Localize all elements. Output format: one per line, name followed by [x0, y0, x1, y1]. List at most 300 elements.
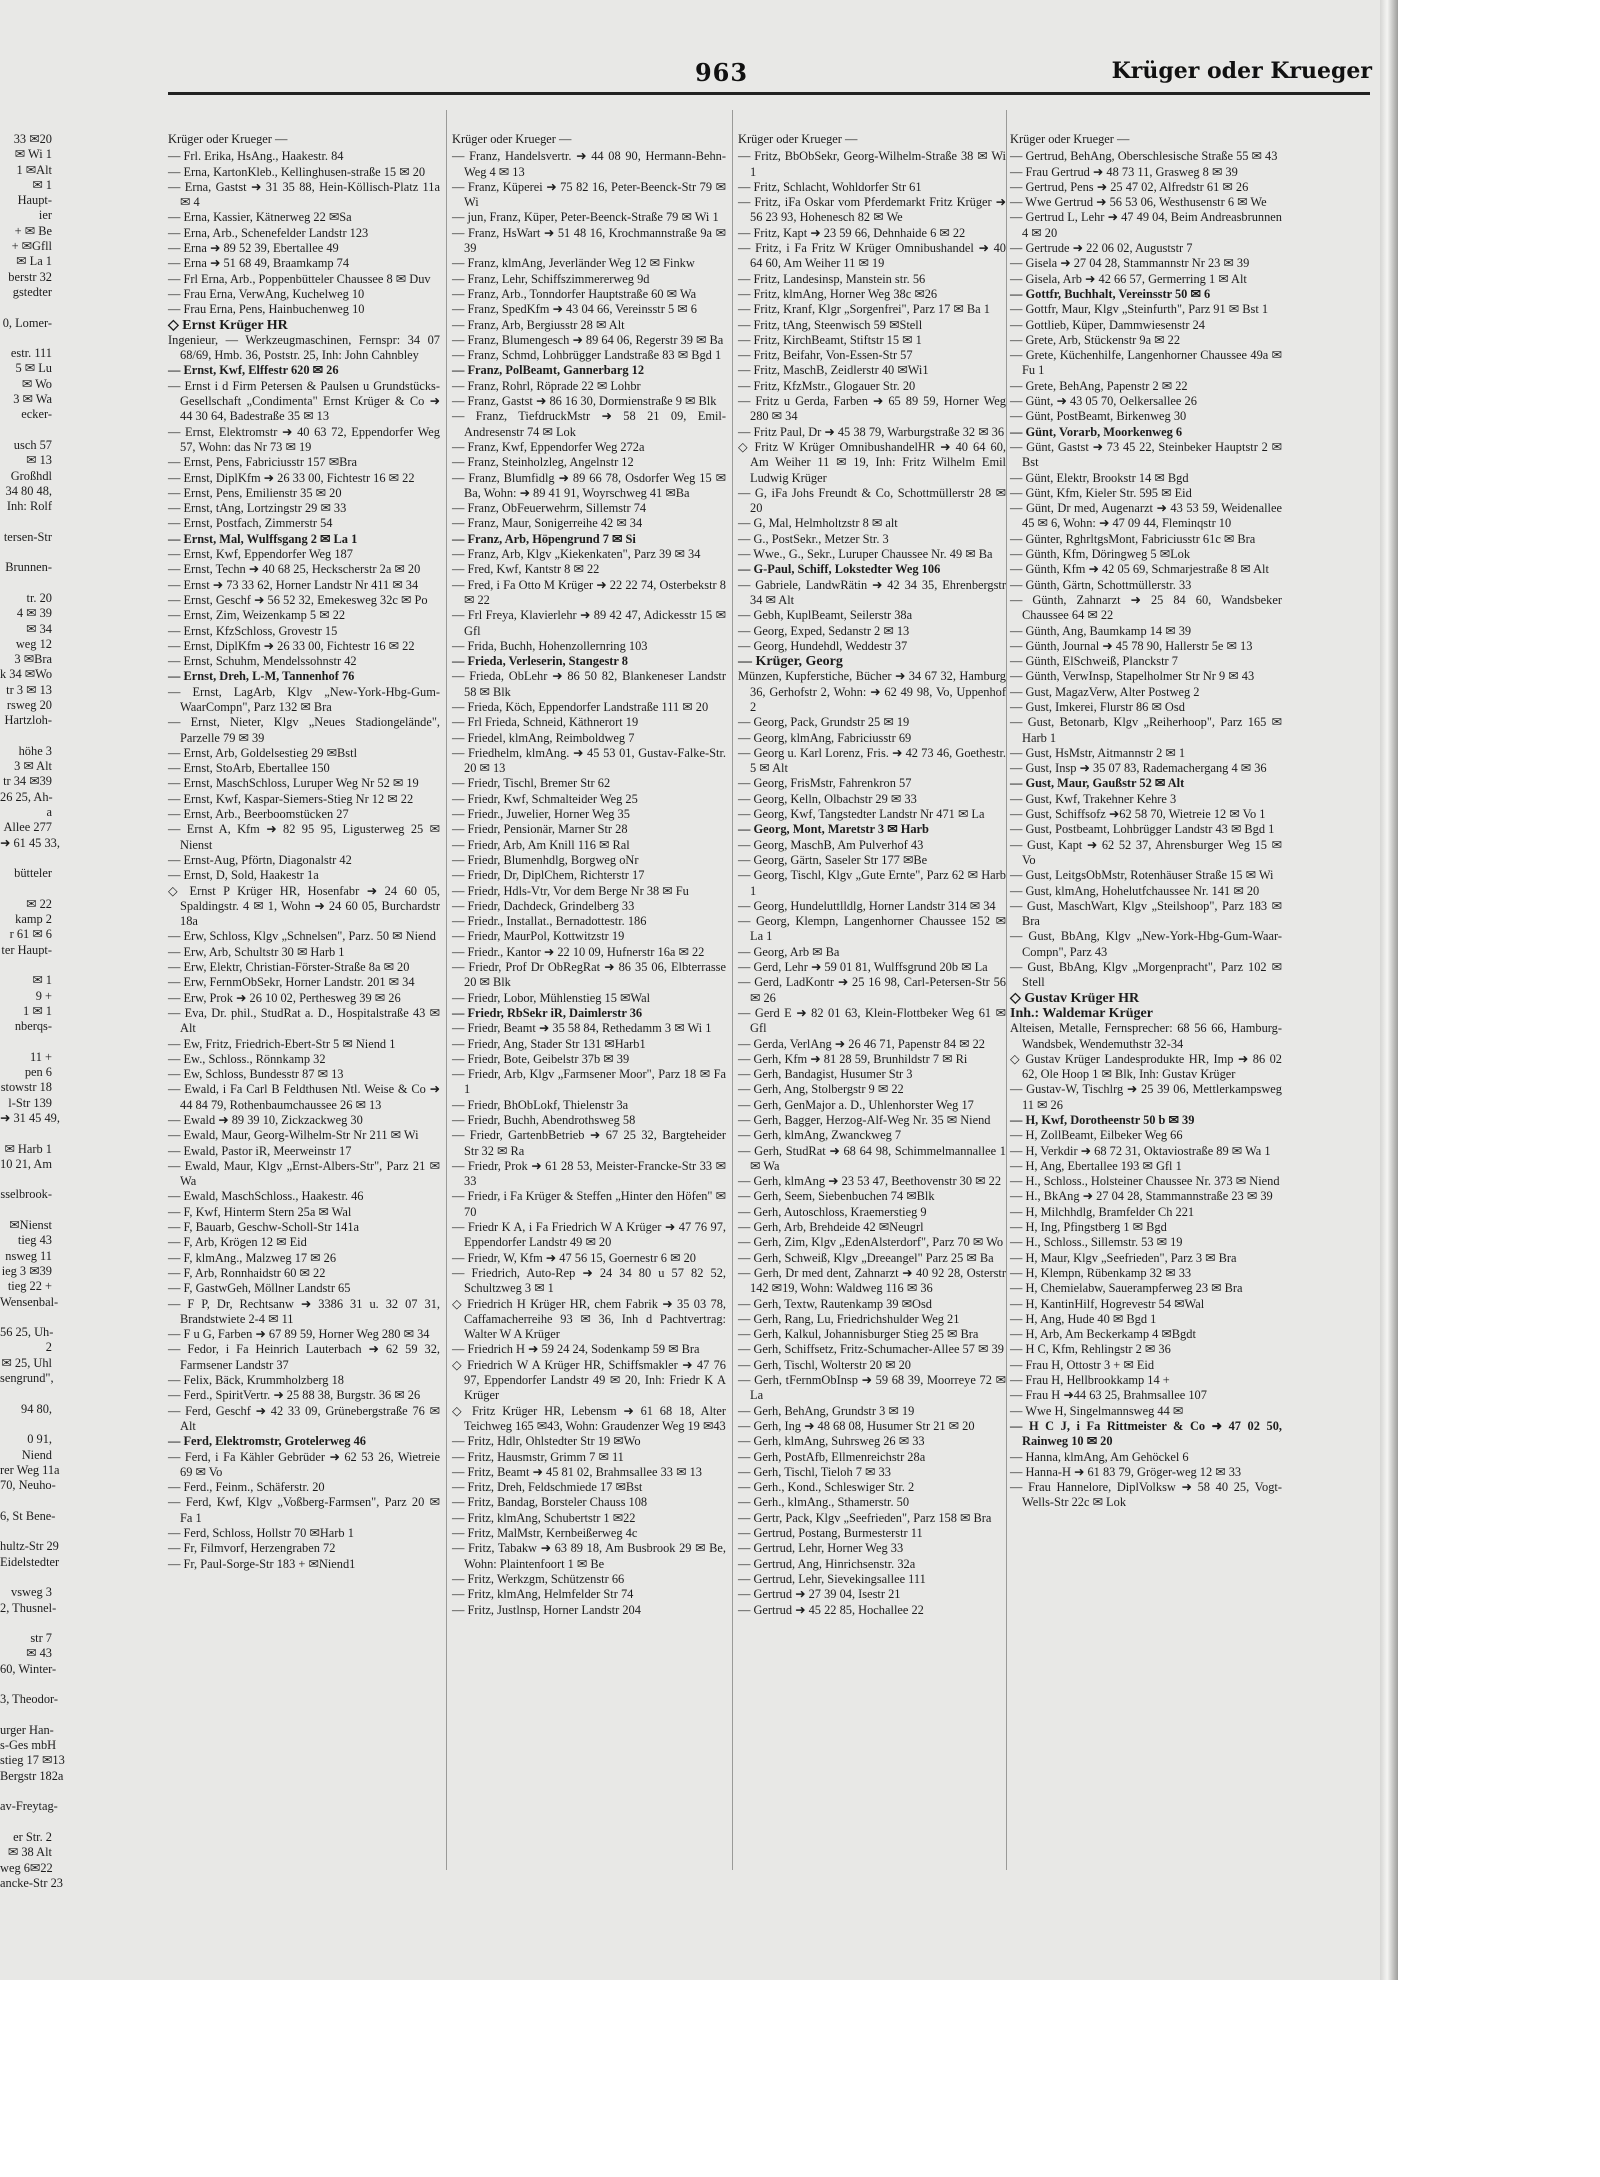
- fragment-line: tieg 22 +: [7, 1279, 52, 1294]
- directory-entry: — Ernst, tAng, Lortzingstr 29 ✉ 33: [168, 501, 347, 516]
- directory-entry: — Ernst, StoArb, Ebertallee 150: [168, 761, 330, 776]
- directory-entry: — H, Ang, Ebertallee 193 ✉ Gfl 1: [1010, 1158, 1182, 1173]
- fragment-line: [0, 851, 52, 866]
- directory-entry: — Fritz, klmAng, Horner Weg 38c ✉26: [738, 286, 938, 301]
- directory-entry: — Franz, TiefdruckMstr ➜ 58 21 09, Emil-Andresenstr 74 ✉ Lok: [452, 409, 726, 439]
- directory-entry: — Ernst, KfzSchloss, Grovestr 15: [168, 623, 338, 638]
- directory-entry: Münzen, Kupferstiche, Bücher ➜ 34 67 32, Hamburg 36, Gerhofstr 2, Wohn: ➜ 62 49 98, Vo, Uppenhof 2: [738, 669, 1006, 714]
- directory-entry: — H, Arb, Am Beckerkamp 4 ✉Bgdt: [1010, 1327, 1196, 1342]
- fragment-line: [0, 1035, 52, 1050]
- directory-entry: — Günth, Kfm ➜ 42 05 69, Schmarjestraße 8 ✉ Alt: [1010, 562, 1269, 577]
- directory-entry: — Friedr, Arb, Am Knill 116 ✉ Ral: [452, 837, 630, 852]
- directory-entry: — Fritz, klmAng, Helmfelder Str 74: [452, 1587, 634, 1602]
- directory-entry: — Ernst, Nieter, Klgv „Neues Stadiongelände", Parzelle 79 ✉ 39: [168, 715, 440, 745]
- directory-entry: — Friedr, Dr, DiplChem, Richterstr 17: [452, 868, 645, 883]
- column-heading: Krüger oder Krueger —: [738, 132, 858, 146]
- fragment-line: ier: [38, 208, 52, 223]
- directory-entry: — Friedr K A, i Fa Friedrich W A Krüger ➜ 47 76 97, Eppendorfer Landstr 49 ✉ 20: [452, 1220, 726, 1250]
- directory-entry: — Gerh., Kond., Schleswiger Str. 2: [738, 1480, 915, 1495]
- directory-entry: — Gust, Kapt ➜ 62 52 37, Ahrensburger Weg 15 ✉ Vo: [1010, 837, 1282, 867]
- directory-entry: — Georg, Arb ✉ Ba: [738, 944, 840, 959]
- directory-entry: — Franz, Rohrl, Röprade 22 ✉ Lohbr: [452, 378, 641, 393]
- directory-entry: — Gottfr, Buchhalt, Vereinsstr 50 ✉ 6: [1010, 286, 1211, 301]
- directory-entry: — Ernst, Arb., Beerboomstücken 27: [168, 807, 349, 822]
- directory-entry: — Gerh, Autoschloss, Kraemerstieg 9: [738, 1204, 927, 1219]
- directory-entry: — H, ZollBeamt, Eilbeker Weg 66: [1010, 1128, 1183, 1143]
- column-heading: Krüger oder Krueger —: [452, 132, 572, 146]
- directory-entry: — Fritz, MaschB, Zeidlerstr 40 ✉Wi1: [738, 363, 929, 378]
- directory-entry: ◇ Friedrich W A Krüger HR, Schiffsmakler ➜ 47 76 97, Eppendorfer Landstr 49 ✉ 20, Inh: Friedr K A Krüger: [452, 1357, 726, 1403]
- directory-entry: — H, Chemielabw, Sauerampferweg 23 ✉ Bra: [1010, 1281, 1243, 1296]
- fragment-line: ➜ 31 45 49,: [0, 1111, 60, 1125]
- directory-entry: — Gerh, Zim, Klgv „EdenAlsterdorf", Parz 70 ✉ Wo: [738, 1235, 1004, 1250]
- directory-entry: — Gerh, Tischl, Wolterstr 20 ✉ 20: [738, 1357, 911, 1372]
- directory-entry: — Ernst, LagArb, Klgv „New-York-Hbg-Gum-WaarCompn", Parz 132 ✉ Bra: [168, 684, 440, 714]
- directory-entry: — Ernst, Geschf ➜ 56 52 32, Emekesweg 32c ✉ Po: [168, 592, 428, 607]
- directory-entry: — Gust, BbAng, Klgv „Morgenpracht", Parz 102 ✉ Stell: [1010, 960, 1282, 990]
- fragment-line: ✉ 25, Uhl: [1, 1355, 52, 1370]
- fragment-line: 60, Winter-: [0, 1661, 57, 1676]
- directory-entry: — Fritz, i Fa Fritz W Krüger Omnibushandel ➜ 40 64 60, Am Weiher 11 ✉ 19: [738, 241, 1006, 271]
- directory-entry: — Gerh., klmAng., Sthamerstr. 50: [738, 1495, 910, 1510]
- directory-entry: — Ernst-Aug, Pförtn, Diagonalstr 42: [168, 852, 352, 867]
- fragment-line: ➜ 61 45 33,: [0, 835, 60, 850]
- directory-entry: — Hanna-H ➜ 61 83 79, Gröger-weg 12 ✉ 33: [1010, 1464, 1242, 1479]
- directory-entry: — H, Kwf, Dorotheenstr 50 b ✉ 39: [1010, 1113, 1195, 1127]
- fragment-line: ancke-Str 23: [0, 1875, 63, 1890]
- directory-entry: — Erna, Kassier, Kätnerweg 22 ✉Sa: [168, 210, 352, 225]
- directory-entry: — Fritz, Justlnsp, Horner Landstr 204: [452, 1602, 641, 1617]
- directory-entry: — Ewald, Pastor iR, Meerweinstr 17: [168, 1143, 352, 1158]
- fragment-line: [0, 1570, 52, 1585]
- directory-entry: — Friedel, klmAng, Reimboldweg 7: [452, 730, 635, 745]
- directory-entry: — Fedor, i Fa Heinrich Lauterbach ➜ 62 59 32, Farmsener Landstr 37: [168, 1342, 440, 1372]
- directory-entry: — Gerd E ➜ 82 01 63, Klein-Flottbeker Weg 61 ✉ Gfl: [738, 1005, 1006, 1036]
- directory-entry: — Frau Hannelore, DiplVolksw ➜ 58 40 25, Vogt-Wells-Str 22c ✉ Lok: [1010, 1480, 1282, 1510]
- directory-entry: — Franz, Lehr, Schiffszimmererweg 9d: [452, 271, 650, 286]
- directory-entry: — Frl. Erika, HsAng., Haakestr. 84: [168, 149, 344, 164]
- directory-entry: — Friedr, RbSekr iR, Daimlerstr 36: [452, 1005, 643, 1020]
- directory-entry: — Friedr., Installat., Bernadottestr. 186: [452, 914, 647, 929]
- directory-entry: — Fritz, Dreh, Feldschmiede 17 ✉Bst: [452, 1480, 643, 1495]
- directory-entry: — Günt, Vorarb, Moorkenweg 6: [1010, 424, 1183, 439]
- directory-entry: — Fritz, Werkzgm, Schützenstr 66: [452, 1571, 625, 1586]
- directory-entry: — Gerh, Textw, Rautenkamp 39 ✉Osd: [738, 1296, 932, 1311]
- directory-entry: — Frida, Buchh, Hohenzollernring 103: [452, 638, 648, 653]
- fragment-line: 10 21, Am: [0, 1156, 52, 1171]
- fragment-line: [0, 729, 52, 744]
- column-2: [452, 132, 726, 1862]
- fragment-line: sselbrook-: [0, 1187, 52, 1202]
- directory-entry: — Gertrud, Postang, Burmesterstr 11: [738, 1526, 923, 1541]
- fragment-line: 1 ✉Alt: [16, 162, 52, 177]
- fragment-line: pen 6: [24, 1065, 52, 1080]
- directory-entry: — Fritz, Tabakw ➜ 63 89 18, Am Busbrook 29 ✉ Be, Wohn: Plaintenfoort 1 ✉ Be: [452, 1541, 726, 1571]
- fragment-line: kamp 2: [15, 912, 52, 927]
- directory-entry: — Gerh, klmAng, Zwanckweg 7: [738, 1128, 902, 1143]
- fragment-line: [0, 300, 52, 315]
- fragment-line: ✉Nienst: [9, 1218, 52, 1233]
- directory-entry: — Fritz, KfzMstr., Glogauer Str. 20: [738, 378, 916, 393]
- fragment-line: tersen-Str: [3, 529, 52, 544]
- directory-entry: — Gerd, LadKontr ➜ 25 16 98, Carl-Petersen-Str 56 ✉ 26: [738, 975, 1006, 1005]
- fragment-line: urger Han-: [0, 1722, 54, 1737]
- fragment-line: rsweg 20: [6, 697, 52, 712]
- column-divider: [1006, 110, 1007, 1870]
- directory-entry: — Friedrich H ➜ 59 24 24, Sodenkamp 59 ✉ Bra: [452, 1342, 700, 1357]
- directory-entry: — Wwe H, Singelmannsweg 44 ✉: [1010, 1403, 1184, 1418]
- directory-entry: — Gerh, Bagger, Herzog-Alf-Weg Nr. 35 ✉ Niend: [738, 1113, 991, 1127]
- directory-entry: — Ewald, Maur, Klgv „Ernst-Albers-Str", Parz 21 ✉ Wa: [168, 1158, 440, 1189]
- directory-entry: — Günth, Kfm, Döringweg 5 ✉Lok: [1010, 547, 1191, 562]
- directory-entry: — Fritz, Schlacht, Wohldorfer Str 61: [738, 179, 922, 194]
- directory-entry: — Ernst, DiplKfm ➜ 26 33 00, Fichtestr 16 ✉ 22: [168, 470, 415, 485]
- directory-entry: — Gust, klmAng, Hohelutfchaussee Nr. 141 ✉ 20: [1010, 883, 1260, 898]
- fragment-line: Inh: Rolf: [6, 499, 52, 514]
- directory-entry: — Gerh, StudRat ➜ 68 64 98, Schimmelmannallee 1 ✉ Wa: [738, 1143, 1006, 1173]
- directory-entry: — Franz, ObFeuerwehrm, Sillemstr 74: [452, 501, 647, 516]
- page-edge-shadow: [1380, 0, 1398, 1980]
- directory-entry: Inh.: Waldemar Krüger: [1010, 1005, 1153, 1021]
- directory-entry: — H, Maur, Klgv „Seefrieden", Parz 3 ✉ Bra: [1010, 1250, 1237, 1265]
- fragment-line: usch 57: [13, 437, 52, 452]
- directory-entry: — Gabriele, LandwRätin ➜ 42 34 35, Ehrenbergstr 34 ✉ Alt: [738, 577, 1006, 607]
- directory-entry: — Ernst, Arb, Goldelsestieg 29 ✉Bstl: [168, 745, 358, 760]
- directory-entry: — Ernst, Pens, Fabriciusstr 157 ✉Bra: [168, 455, 357, 470]
- fragment-line: [0, 882, 52, 897]
- fragment-line: 26 25, Ah-: [0, 789, 53, 804]
- directory-entry: — Georg, Pack, Grundstr 25 ✉ 19: [738, 715, 910, 730]
- fragment-line: 9 +: [35, 988, 52, 1003]
- fragment-line: Hartzloh-: [4, 713, 52, 728]
- fragment-line: [0, 1417, 52, 1432]
- directory-entry: — H, Verkdir ➜ 68 72 31, Oktaviostraße 89 ✉ Wa 1: [1010, 1143, 1271, 1158]
- directory-entry: — Gust, Maur, Gaußstr 52 ✉ Alt: [1010, 776, 1185, 791]
- directory-entry: — H, Milchhdlg, Bramfelder Ch 221: [1010, 1204, 1195, 1219]
- directory-entry: — Gerh, Kalkul, Johannisburger Stieg 25 ✉ Bra: [738, 1327, 979, 1342]
- directory-entry: — Franz, Maur, Sonigerreihe 42 ✉ 34: [452, 516, 643, 531]
- directory-entry: — Gerh, Dr med dent, Zahnarzt ➜ 40 92 28, Osterstr 142 ✉19, Wohn: Waldweg 116 ✉ 36: [738, 1265, 1006, 1296]
- directory-entry: — Ewald, MaschSchloss., Haakestr. 46: [168, 1189, 364, 1204]
- directory-entry: — Friedr, Pensionär, Marner Str 28: [452, 822, 628, 837]
- directory-entry: — Ernst, Zim, Weizenkamp 5 ✉ 22: [168, 608, 346, 623]
- header-rule: [168, 92, 1370, 95]
- directory-entry: — Frl Frieda, Schneid, Käthnerort 19: [452, 715, 639, 730]
- fragment-line: [0, 545, 52, 560]
- directory-entry: — Ernst, Elektromstr ➜ 40 63 72, Eppendorfer Weg 57, Wohn: das Nr 73 ✉ 19: [168, 424, 440, 454]
- fragment-line: ✉ La 1: [16, 254, 52, 269]
- fragment-line: 1 ✉ 1: [23, 1003, 52, 1018]
- directory-entry: — H, Ing, Pfingstberg 1 ✉ Bgd: [1010, 1220, 1167, 1235]
- fragment-line: vsweg 3: [11, 1585, 52, 1600]
- directory-entry: — Friedr, Blumenhdlg, Borgweg oNr: [452, 852, 639, 867]
- directory-entry: — Günth, Ang, Baumkamp 14 ✉ 39: [1010, 623, 1192, 638]
- fragment-line: [0, 1386, 52, 1401]
- directory-entry: — Gertrud, Ang, Hinrichsenstr. 32a: [738, 1556, 916, 1571]
- directory-entry: — Fritz, MalMstr, Kernbeißerweg 4c: [452, 1526, 638, 1541]
- directory-entry: — Gebh, KuplBeamt, Seilerstr 38a: [738, 608, 913, 623]
- fragment-line: [0, 1616, 52, 1631]
- directory-entry: — Georg u. Karl Lorenz, Fris. ➜ 42 73 46, Goethestr. 5 ✉ Alt: [738, 745, 1006, 776]
- directory-entry: — Gerh, Seem, Siebenbuchen 74 ✉Blk: [738, 1189, 935, 1204]
- directory-entry: — Frau H, Ottostr 3 + ✉ Eid: [1010, 1357, 1155, 1372]
- directory-entry: — Friedr, W, Kfm ➜ 47 56 15, Goernestr 6 ✉ 20: [452, 1250, 696, 1265]
- directory-entry: — Gertr, Pack, Klgv „Seefrieden", Parz 158 ✉ Bra: [738, 1510, 992, 1525]
- directory-entry: — H C J, i Fa Rittmeister & Co ➜ 47 02 50, Rainweg 10 ✉ 20: [1010, 1418, 1282, 1449]
- directory-entry: — Ernst ➜ 73 33 62, Horner Landstr Nr 411 ✉ 34: [168, 577, 419, 592]
- directory-entry: — Fritz, Beamt ➜ 45 81 02, Brahmsallee 33 ✉ 13: [452, 1464, 702, 1479]
- directory-entry: — Gerh, Bandagist, Husumer Str 3: [738, 1067, 913, 1082]
- fragment-line: 33 ✉20: [13, 132, 52, 146]
- directory-entry: — Friedr, Buchh, Abendrothsweg 58: [452, 1113, 636, 1127]
- directory-entry: — Friedr, BhObLokf, Thielenstr 3a: [452, 1097, 629, 1112]
- directory-entry: — H C, Kfm, Rehlingstr 2 ✉ 36: [1010, 1342, 1171, 1357]
- directory-entry: — Günth, ElSchweiß, Planckstr 7: [1010, 654, 1178, 669]
- fragment-line: stowstr 18: [0, 1080, 52, 1095]
- column-3: [738, 132, 1006, 1862]
- directory-entry: — Georg, Kwf, Tangstedter Landstr Nr 471 ✉ La: [738, 807, 985, 822]
- directory-entry: — Fritz, Hdlr, Ohlstedter Str 19 ✉Wo: [452, 1434, 641, 1449]
- directory-entry: — Gerh, Schweiß, Klgv „Dreeangel" Parz 25 ✉ Ba: [738, 1250, 994, 1265]
- fragment-line: str 7: [30, 1631, 52, 1646]
- directory-entry: — Günt, Gastst ➜ 73 45 22, Steinbeker Hauptstr 2 ✉ Bst: [1010, 439, 1282, 470]
- fragment-line: ter Haupt-: [1, 942, 52, 957]
- directory-entry: — Ewald, Maur, Georg-Wilhelm-Str Nr 211 ✉ Wi: [168, 1128, 419, 1143]
- directory-entry: — Ernst, MaschSchloss, Luruper Weg Nr 52 ✉ 19: [168, 776, 419, 791]
- directory-entry: — Ernst, D, Sold, Haakestr 1a: [168, 868, 319, 883]
- directory-entry: — Gerh, Tischl, Tieloh 7 ✉ 33: [738, 1464, 891, 1479]
- fragment-line: weg 12: [15, 636, 52, 651]
- directory-entry: — H, Klempn, Rübenkamp 32 ✉ 33: [1010, 1265, 1192, 1280]
- directory-entry: — Franz, Blumengesch ➜ 89 64 06, Regerstr 39 ✉ Ba: [452, 332, 724, 347]
- fragment-line: k 34 ✉Wo: [0, 667, 53, 682]
- directory-entry: — H., Schloss., Holsteiner Chaussee Nr. 373 ✉ Niend: [1010, 1174, 1280, 1189]
- directory-entry: — Ferd, Geschf ➜ 42 33 09, Grünebergstraße 76 ✉ Alt: [168, 1403, 440, 1433]
- directory-entry: — Fritz, Bandag, Borsteler Chauss 108: [452, 1495, 648, 1510]
- directory-entry: — Gerh, GenMajor a. D., Uhlenhorster Weg 17: [738, 1097, 974, 1112]
- directory-entry: — Franz, HsWart ➜ 51 48 16, Krochmannstraße 9a ✉ 39: [452, 225, 726, 256]
- directory-entry: — F, Arb, Krögen 12 ✉ Eid: [168, 1235, 307, 1250]
- directory-entry: — F, Bauarb, Geschw-Scholl-Str 141a: [168, 1220, 360, 1235]
- directory-entry: — Ferd, Kwf, Klgv „Voßberg-Farmsen", Parz 20 ✉ Fa 1: [168, 1495, 440, 1525]
- fragment-line: 70, Neuho-: [0, 1478, 56, 1493]
- directory-entry: ◇ Gustav Krüger HR: [1010, 990, 1140, 1006]
- directory-entry: — Günth, Zahnarzt ➜ 25 84 60, Wandsbeker Chaussee 64 ✉ 22: [1010, 592, 1282, 623]
- fragment-line: rer Weg 11a: [0, 1462, 60, 1477]
- directory-entry: — Franz, Schmd, Lohbrügger Landstraße 83 ✉ Bgd 1: [452, 348, 722, 363]
- directory-entry: — Gerh, tFernmObInsp ➜ 59 68 39, Moorreye 72 ✉ La: [738, 1373, 1006, 1403]
- fragment-line: [0, 331, 52, 346]
- fragment-line: 34 80 48,: [5, 483, 52, 498]
- directory-entry: — Franz, Arb, Klgv „Kiekenkaten", Parz 39 ✉ 34: [452, 547, 701, 562]
- fragment-line: [0, 1310, 52, 1325]
- directory-entry: — Georg, FrisMstr, Fahrenkron 57: [738, 776, 912, 791]
- fragment-line: ✉ 34: [26, 621, 52, 636]
- directory-entry: — Gottlieb, Küper, Dammwiesenstr 24: [1010, 317, 1205, 332]
- directory-entry: — Georg, Kelln, Olbachstr 29 ✉ 33: [738, 791, 917, 806]
- directory-entry: — Gerh, Ing ➜ 48 68 08, Husumer Str 21 ✉ 20: [738, 1418, 975, 1433]
- fragment-line: 2, Thusnel-: [0, 1600, 57, 1615]
- directory-entry: — Ewald, i Fa Carl B Feldthusen Ntl. Weise & Co ➜ 44 84 79, Rothenbaumchaussee 26 ✉ 13: [168, 1082, 440, 1112]
- fragment-line: Bergstr 182a: [0, 1768, 64, 1783]
- directory-entry: — Gust, LeitgsObMstr, Rotenhäuser Straße 15 ✉ Wi: [1010, 868, 1274, 883]
- fragment-line: berstr 32: [8, 269, 52, 284]
- directory-entry: — G-Paul, Schiff, Lokstedter Weg 106: [738, 562, 941, 577]
- fragment-line: + ✉Gfll: [11, 239, 52, 254]
- directory-entry: — Fritz, Landesinsp, Manstein str. 56: [738, 271, 926, 286]
- directory-entry: — Frau Erna, Pens, Hainbuchenweg 10: [168, 302, 365, 317]
- fragment-line: ✉ 13: [26, 453, 52, 468]
- directory-entry: — Erna, KartonKleb., Kellinghusen-straße 15 ✉ 20: [168, 164, 426, 179]
- directory-entry: — Franz, Küperei ➜ 75 82 16, Peter-Beenck-Str 79 ✉ Wi: [452, 179, 726, 210]
- directory-entry: — F, Arb, Ronnhaidstr 60 ✉ 22: [168, 1265, 326, 1280]
- directory-entry: — F P, Dr, Rechtsanw ➜ 3386 31 u. 32 07 31, Brandstwiete 2-4 ✉ 11: [168, 1296, 440, 1326]
- directory-entry: — Fr, Filmvorf, Herzengraben 72: [168, 1541, 336, 1556]
- fragment-line: bütteler: [14, 866, 52, 881]
- directory-entry: — Gust, Insp ➜ 35 07 83, Rademachergang 4 ✉ 36: [1010, 761, 1267, 776]
- fragment-line: [0, 1677, 52, 1692]
- fragment-line: [0, 1172, 52, 1187]
- directory-entry: — G, Mal, Helmholtzstr 8 ✉ alt: [738, 516, 898, 531]
- directory-entry: — Georg, Klempn, Langenhorner Chaussee 152 ✉ La 1: [738, 914, 1006, 944]
- directory-entry: — Gerda, VerlAng ➜ 26 46 71, Papenstr 84 ✉ 22: [738, 1036, 985, 1051]
- directory-entry: — Franz, Blumfidlg ➜ 89 66 78, Osdorfer Weg 15 ✉ Ba, Wohn: ➜ 89 41 91, Woyrschweg 41 ✉Ba: [452, 470, 726, 500]
- directory-entry: — Wwe., G., Sekr., Luruper Chaussee Nr. 49 ✉ Ba: [738, 547, 993, 562]
- fragment-line: ✉ Wo: [21, 376, 52, 391]
- directory-entry: — Gerd, Lehr ➜ 59 01 81, Wulffsgrund 20b ✉ La: [738, 960, 988, 975]
- directory-entry: — Fred, Kwf, Kantstr 8 ✉ 22: [452, 562, 600, 577]
- directory-entry: — Friedr, i Fa Krüger & Steffen „Hinter den Höfen" ✉ 70: [452, 1189, 726, 1219]
- directory-entry: — Ew, Schloss, Bundesstr 87 ✉ 13: [168, 1067, 344, 1082]
- directory-entry: — Ernst, Dreh, L-M, Tannenhof 76: [168, 669, 355, 684]
- directory-entry: ◇ Fritz Krüger HR, Lebensm ➜ 61 68 18, Alter Teichweg 165 ✉43, Wohn: Graudenzer Weg 19 ✉43: [452, 1403, 726, 1433]
- fragment-line: s-Ges mbH: [0, 1738, 57, 1753]
- directory-entry: — Georg, Tischl, Klgv „Gute Ernte", Parz 62 ✉ Harb 1: [738, 868, 1006, 898]
- directory-entry: — Ewald ➜ 89 39 10, Zickzackweg 30: [168, 1113, 363, 1127]
- directory-entry: — Franz, Handelsvertr. ➜ 44 08 90, Hermann-Behn-Weg 4 ✉ 13: [452, 149, 726, 179]
- directory-entry: — Gisela ➜ 27 04 28, Stammannstr Nr 23 ✉ 39: [1010, 256, 1250, 271]
- directory-entry: — Georg, Hundehdl, Weddestr 37: [738, 638, 908, 653]
- directory-entry: — Franz, Kwf, Eppendorfer Weg 272a: [452, 439, 645, 454]
- fragment-line: 94 80,: [21, 1401, 52, 1416]
- directory-entry: — Friedr, MaurPol, Kottwitzstr 19: [452, 929, 625, 944]
- directory-entry: — Fritz, Beifahr, Von-Essen-Str 57: [738, 348, 913, 363]
- fragment-line: [0, 423, 52, 438]
- fragment-line: ✉ Wi 1: [14, 147, 52, 162]
- directory-entry: — Gerh, klmAng ➜ 23 53 47, Beethovenstr 30 ✉ 22: [738, 1174, 1002, 1189]
- directory-entry: — H., BkAng ➜ 27 04 28, Stammannstraße 23 ✉ 39: [1010, 1189, 1273, 1204]
- directory-entry: — Günth, Journal ➜ 45 78 90, Hallerstr 5e ✉ 13: [1010, 638, 1253, 653]
- directory-entry: — Erna, Arb., Schenefelder Landstr 123: [168, 225, 369, 240]
- directory-entry: — Eva, Dr. phil., StudRat a. D., Hospitalstraße 43 ✉ Alt: [168, 1005, 440, 1036]
- directory-entry: — Gerh, Ang, Stolbergstr 9 ✉ 22: [738, 1082, 904, 1097]
- directory-entry: — Gerh, PostAfb, Ellmenreichstr 28a: [738, 1449, 926, 1464]
- directory-entry: — Frieda, Verleserin, Stangestr 8: [452, 654, 628, 669]
- directory-entry: — Fritz, BbObSekr, Georg-Wilhelm-Straße 38 ✉ Wi 1: [738, 149, 1006, 179]
- directory-entry: — Fred, i Fa Otto M Krüger ➜ 22 22 74, Osterbekstr 8 ✉ 22: [452, 577, 726, 607]
- directory-entry: — Erw, Elektr, Christian-Förster-Straße 8a ✉ 20: [168, 960, 410, 975]
- fragment-line: [0, 1815, 52, 1830]
- fragment-line: nberqs-: [14, 1019, 52, 1034]
- directory-entry: — Franz, PolBeamt, Gannerbarg 12: [452, 363, 645, 378]
- fragment-line: nsweg 11: [5, 1248, 52, 1263]
- directory-entry: — F, GastwGeh, Möllner Landstr 65: [168, 1281, 351, 1296]
- directory-entry: — Ernst, Kwf, Eppendorfer Weg 187: [168, 547, 353, 562]
- directory-entry: — Gerh, Kfm ➜ 81 28 59, Brunhildstr 7 ✉ Ri: [738, 1051, 968, 1066]
- directory-entry: — Gustav-W, Tischlrg ➜ 25 39 06, Mettlerkampsweg 11 ✉ 26: [1010, 1082, 1282, 1112]
- directory-entry: — Fritz, Kranf, Klgr „Sorgenfrei", Parz 17 ✉ Ba 1: [738, 302, 990, 317]
- directory-entry: — Franz, klmAng, Jeverländer Weg 12 ✉ Finkw: [452, 256, 695, 271]
- directory-entry: ◇ Friedrich H Krüger HR, chem Fabrik ➜ 35 03 78, Caffamacherreihe 93 ✉ 36, Inh d Pachtvertrag: Walter W A Krüger: [452, 1296, 726, 1342]
- directory-entry: — Franz, Steinholzleg, Angelnstr 12: [452, 455, 634, 470]
- directory-entry: — Gust, HsMstr, Aitmannstr 2 ✉ 1: [1010, 745, 1186, 760]
- fragment-line: stieg 17 ✉13: [0, 1753, 65, 1768]
- column-divider: [446, 110, 447, 1870]
- fragment-line: tr. 20: [26, 590, 52, 605]
- directory-entry: ◇ Fritz W Krüger OmnibushandelHR ➜ 40 64 60, Am Weiher 11 ✉ 19, Inh: Fritz Wilhelm Emil Ludwig Krüger: [738, 439, 1006, 485]
- directory-entry: — Grete, Küchenhilfe, Langenhorner Chaussee 49a ✉ Fu 1: [1010, 348, 1282, 378]
- directory-entry: — Ernst, DiplKfm ➜ 26 33 00, Fichtestr 16 ✉ 22: [168, 638, 415, 653]
- directory-entry: — Erna ➜ 51 68 49, Braamkamp 74: [168, 256, 350, 271]
- directory-entry: — Fritz, Hausmstr, Grimm 7 ✉ 11: [452, 1449, 624, 1464]
- page-number: 963: [694, 58, 749, 87]
- directory-entry: — Gust, MagazVerw, Alter Postweg 2: [1010, 684, 1200, 699]
- fragment-line: hultz-Str 29: [0, 1539, 59, 1554]
- directory-entry: — Ernst, Techn ➜ 40 68 25, Heckscherstr 2a ✉ 20: [168, 562, 421, 577]
- directory-entry: — G, iFa Johs Freundt & Co, Schottmüllerstr 28 ✉ 20: [738, 485, 1006, 516]
- directory-entry: — Gertrud ➜ 27 39 04, Isestr 21: [738, 1587, 901, 1602]
- fragment-line: [0, 514, 52, 529]
- directory-entry: — Georg, Gärtn, Saseler Str 177 ✉Be: [738, 852, 928, 867]
- fragment-line: weg 6✉22: [0, 1860, 53, 1875]
- directory-entry: — Friedr, Lobor, Mühlenstieg 15 ✉Wal: [452, 990, 651, 1005]
- directory-entry: — F, Kwf, Hinterm Stern 25a ✉ Wal: [168, 1204, 352, 1219]
- fragment-line: 3 ✉Bra: [14, 652, 52, 667]
- directory-entry: Ingenieur, — Werkzeugmaschinen, Fernspr: 34 07 68/69, Hmb. 36, Poststr. 25, Inh: John Cahnbley: [168, 332, 440, 363]
- directory-entry: — Ferd, i Fa Kähler Gebrüder ➜ 62 53 26, Wietreie 69 ✉ Vo: [168, 1449, 440, 1479]
- directory-entry: — Ferd., SpiritVertr. ➜ 25 88 38, Burgstr. 36 ✉ 26: [168, 1388, 421, 1403]
- directory-entry: — Gertrud L, Lehr ➜ 47 49 04, Beim Andreasbrunnen 4 ✉ 20: [1010, 210, 1282, 240]
- fragment-line: 5 ✉ Lu: [15, 361, 52, 376]
- directory-entry: — Grete, BehAng, Papenstr 2 ✉ 22: [1010, 378, 1188, 393]
- fragment-line: Großhdl: [10, 468, 52, 483]
- directory-entry: — Gerh, klmAng, Suhrsweg 26 ✉ 33: [738, 1434, 925, 1449]
- directory-entry: — Friedr, Bote, Geibelstr 37b ✉ 39: [452, 1051, 630, 1066]
- directory-entry: — Georg, Exped, Sedanstr 2 ✉ 13: [738, 623, 910, 638]
- fragment-line: [0, 1493, 52, 1508]
- directory-entry: — Erna, Gastst ➜ 31 35 88, Hein-Köllisch-Platz 11a ✉ 4: [168, 179, 440, 210]
- fragment-line: [0, 1203, 52, 1218]
- running-head: Krüger oder Krueger: [1111, 58, 1372, 84]
- directory-entry: — Ferd., Feinm., Schäferstr. 20: [168, 1480, 325, 1495]
- fragment-line: tr 3 ✉ 13: [6, 682, 52, 697]
- fragment-line: gstedter: [12, 284, 52, 299]
- directory-entry: — Ernst, Pens, Emilienstr 35 ✉ 20: [168, 485, 342, 500]
- fragment-line: + ✉ Be: [14, 223, 52, 238]
- fragment-line: [0, 1708, 52, 1723]
- fragment-line: ✉ 43: [26, 1646, 52, 1661]
- directory-entry: — Gisela, Arb ➜ 42 66 57, Germerring 1 ✉ Alt: [1010, 271, 1247, 286]
- fragment-line: ✉ 38 Alt: [7, 1845, 52, 1860]
- fragment-line: ✉ Harb 1: [4, 1141, 52, 1156]
- fragment-line: 2: [45, 1340, 52, 1355]
- directory-entry: — Erw, Prok ➜ 26 10 02, Perthesweg 39 ✉ 26: [168, 990, 401, 1005]
- fragment-line: ieg 3 ✉39: [1, 1263, 52, 1278]
- directory-entry: — Fritz Paul, Dr ➜ 45 38 79, Warburgstraße 32 ✉ 36: [738, 424, 1005, 439]
- directory-entry: — Friedr, Dachdeck, Grindelberg 33: [452, 898, 635, 913]
- fragment-line: av-Freytag-: [0, 1799, 58, 1814]
- directory-entry: — Erw, Schloss, Klgv „Schnelsen", Parz. 50 ✉ Niend: [168, 929, 436, 944]
